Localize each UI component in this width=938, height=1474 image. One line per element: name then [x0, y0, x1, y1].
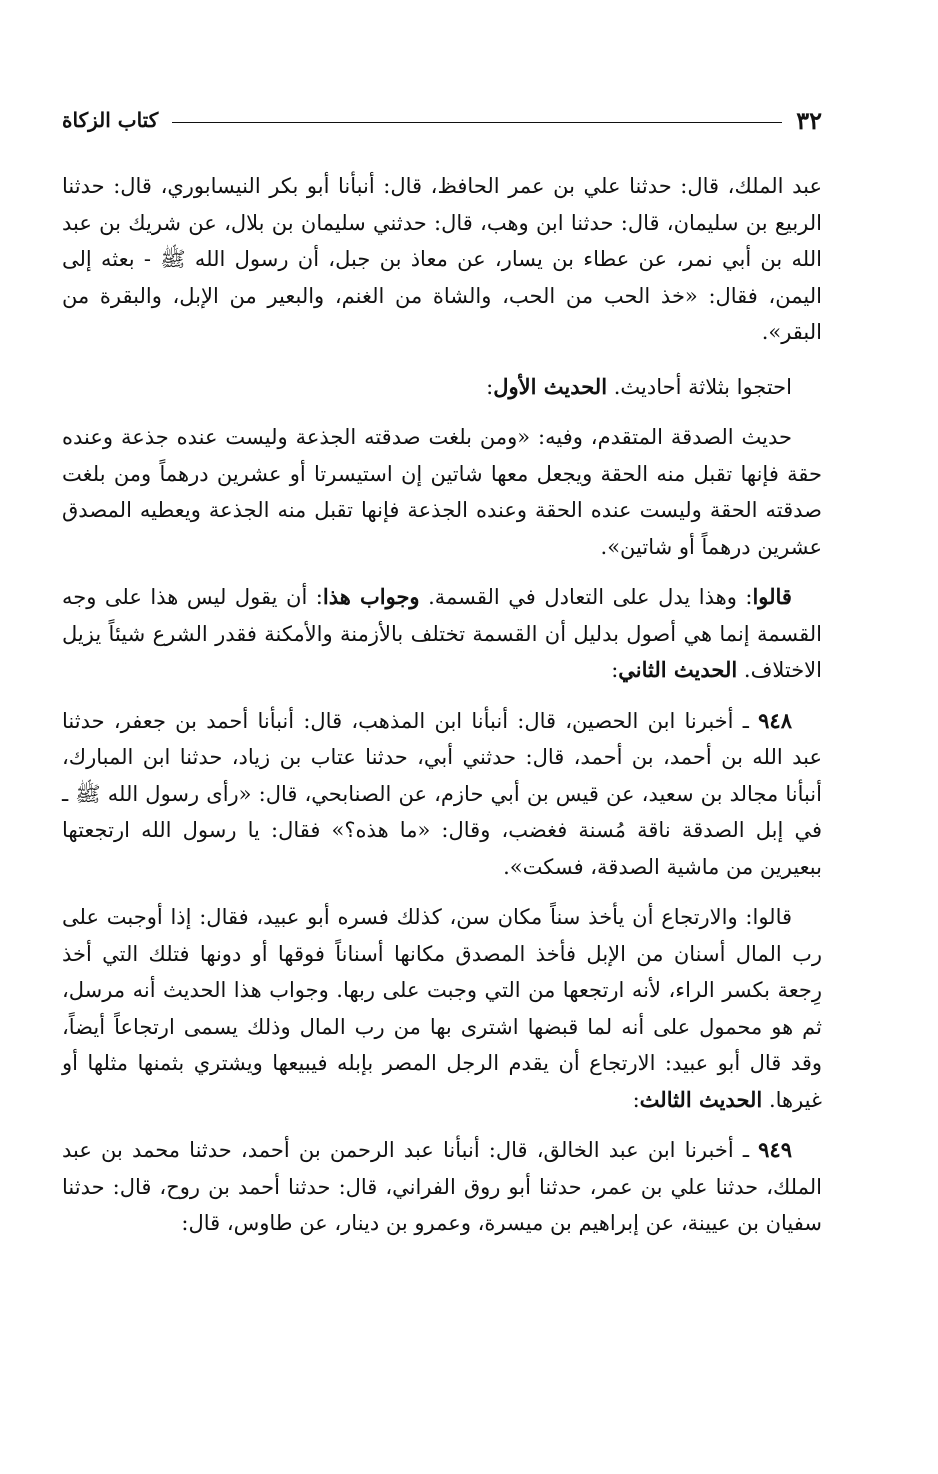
paragraph-hadith-948 [62, 703, 822, 886]
paragraph-text: : وهذا يدل على التعادل في القسمة. [428, 585, 753, 609]
paragraph-three-hadiths-intro [62, 369, 822, 406]
heading-colon: : [611, 658, 619, 682]
paragraph-text: ـ أخبرنا ابن الحصين، قال: أنبأنا ابن المذهب، قال: أنبأنا أحمد بن جعفر، حدثنا عبد الله بن أحمد، بن أحمد، قال: حدثني أبي، حدثنا عتاب بن زياد، حدثنا ابن المبارك، أنبأنا مجالد بن سعيد، عن قيس بن أبي حازم، عن الصنابحي، قال: «رأى رسول الله ﷺ ـ في إبل الصدقة ناقة مُسنة فغضب، وقال: «ما هذه؟» فقال: يا رسول الله ارتجعتها ببعيرين من ماشية الصدقة، فسكت». [62, 708, 822, 879]
section-heading-second-hadith: الحديث الثاني [618, 657, 738, 682]
heading-colon: : [632, 1087, 640, 1112]
book-title: كتاب الزكاة [62, 108, 159, 132]
paragraph-hadith-continuation [62, 168, 822, 351]
paragraph-text: عبد الملك، قال: حدثنا علي بن عمر الحافظ، قال: أنبأنا أبو بكر النيسابوري، قال: حدثنا الربيع بن سليمان، قال: حدثنا ابن وهب، قال: حدثني سليمان بن بلال، عن شريك بن عبد الله بن أبي نمر، عن عطاء بن يسار، عن معاذ بن جبل، أن رسول الله ﷺ - بعثه إلى اليمن، فقال: «خذ الحب من الحب، والشاة من الغنم، والبعير من الإبل، والبقرة من البقر». [62, 174, 822, 344]
page-header [62, 100, 822, 140]
header-rule [172, 122, 782, 123]
paragraph-text: قالوا: والارتجاع أن يأخذ سناً مكان سن، كذلك فسره أبو عبيد، فقال: إذا أوجبت على رب المال أسنان من الإبل فأخذ المصدق مكانها أسناناً فوقها أو دونها فتلك التي أخذ رِجعة بكسر الراء، لأنه ارتجعها من التي وجبت على ربها. وجواب هذا الحديث أنه مرسل، ثم هو محمول على أنه لما قبضها اشترى بها من رب المال وذلك يسمى ارتجاعاً أيضاً، وقد قال أبو عبيد: الارتجاع أن يقدم الرجل المصر بإبله فيبيعها ويشتري بثمنها مثلها أو غيرها. [62, 905, 822, 1112]
term-answer: وجواب هذا [322, 584, 420, 609]
paragraph-text: : أن يقول ليس هذا على وجه القسمة إنما هي أصول بدليل أن القسمة تختلف بالأزمنة والأمكنة فقدر الشرع شيئاً يزيل الاختلاف. [62, 585, 822, 682]
page-number: ٣٢ [796, 105, 822, 135]
paragraph-hadith-949 [62, 1132, 822, 1242]
hadith-number: ٩٤٩ [758, 1137, 792, 1162]
section-heading-first-hadith: الحديث الأول [493, 373, 608, 399]
section-heading-third-hadith: الحديث الثالث [639, 1086, 763, 1112]
paragraph-qalu-response [62, 579, 822, 689]
term-qalu: قالوا [752, 584, 792, 609]
paragraph-text: حديث الصدقة المتقدم، وفيه: «ومن بلغت صدقته الجذعة وليست عنده جذعة وعنده حقة فإنها تقبل منه الحقة ويجعل معها شاتين إن استيسرتا أو عشرين درهماً ومن بلغت صدقته الحقة وليست عنده الحقة وعنده الجذعة فإنها تقبل منه الجذعة ويعطيه المصدق عشرين درهماً أو شاتين». [62, 425, 822, 559]
paragraph-irtija-explanation [62, 899, 822, 1118]
heading-colon: : [486, 374, 494, 399]
paragraph-sadaqa-hadith [62, 419, 822, 565]
paragraph-text: احتجوا بثلاثة أحاديث. [613, 374, 792, 399]
paragraph-text: ـ أخبرنا ابن عبد الخالق، قال: أنبأنا عبد الرحمن بن أحمد، حدثنا محمد بن عبد الملك، حدثنا علي بن عمر، حدثنا أبو روق الفراني، قال: حدثنا أحمد بن روح، قال: حدثنا سفيان بن عيينة، عن إبراهيم بن ميسرة، وعمرو بن دينار، عن طاوس، قال: [62, 1138, 822, 1235]
page-body [62, 168, 822, 1256]
hadith-number: ٩٤٨ [758, 707, 792, 733]
